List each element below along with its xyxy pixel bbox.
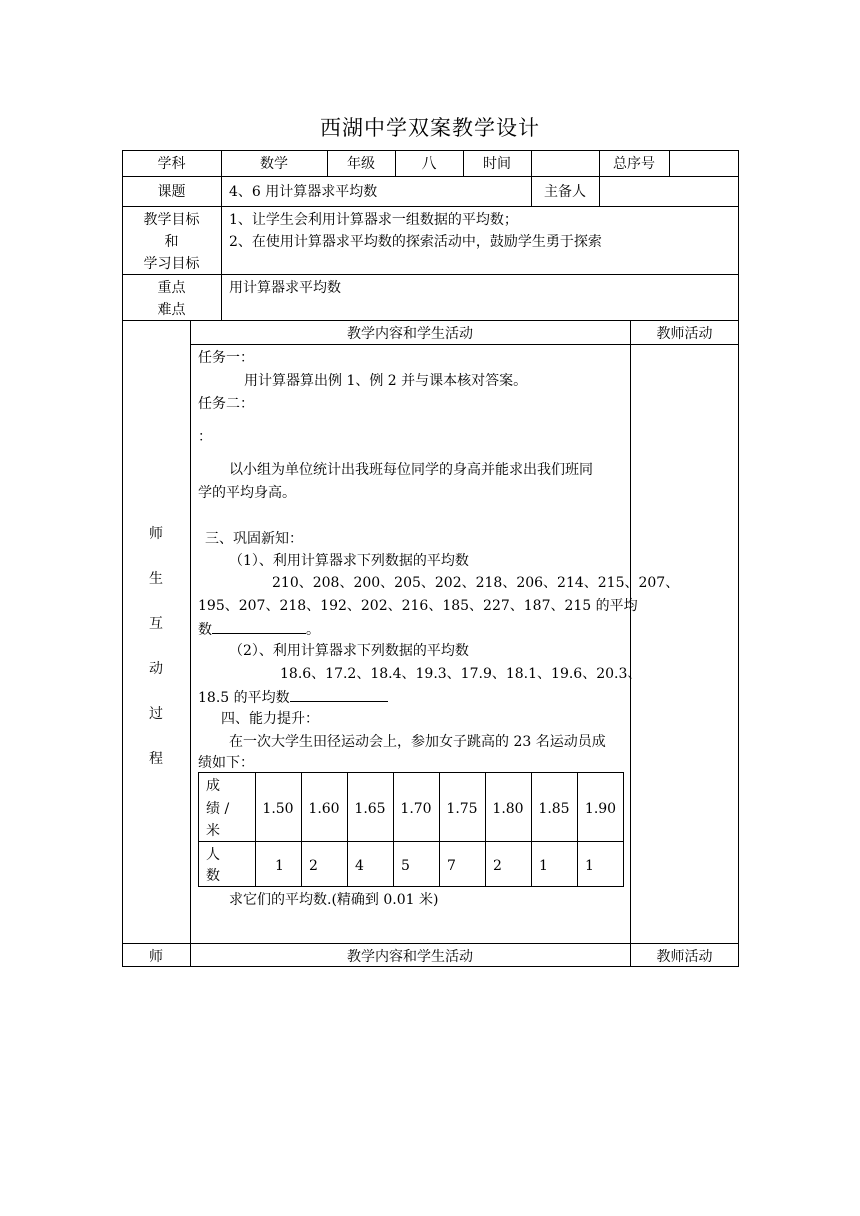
count-cell: 1 [585,858,594,874]
bottom-content-header: 教学内容和学生活动 [347,949,473,965]
page-title: 西湖中学双案教学设计 [320,116,540,140]
bottom-teacher-header: 教师活动 [656,949,713,965]
question-2-prefix: 18.5 的平均数 [198,690,290,706]
side-char-6: 程 [149,751,163,767]
question-2-answer-blank[interactable] [290,687,388,702]
score-cell: 1.85 [538,801,570,817]
task1-text: 用计算器算出例 1、例 2 并与课本核对答案。 [244,373,528,389]
count-cell: 4 [355,858,364,874]
question-1-title: （1）、利用计算器求下列数据的平均数 [229,553,469,569]
question-2-line-2 [198,687,388,708]
serial-label: 总序号 [613,156,655,172]
side-char-2: 生 [149,571,163,587]
question-1-line-3 [198,619,320,640]
question-2-title: （2）、利用计算器求下列数据的平均数 [229,643,469,659]
final-question: 求它们的平均数.(精确到 0.01 米) [229,892,439,908]
subject-value: 数学 [260,156,288,172]
task2-colon: ： [198,429,212,445]
grade-value: 八 [421,154,437,172]
goals-label-2: 和 [164,234,179,250]
goals-label-1: 教学目标 [143,212,200,228]
count-cell: 2 [309,858,318,874]
side-char-4: 动 [149,661,163,677]
score-cell: 1.50 [262,801,294,817]
count-row-label-b: 数 [206,868,220,884]
side-char-5: 过 [149,706,163,722]
teacher-column-header: 教师活动 [656,326,713,342]
count-cell: 2 [493,858,502,874]
side-char-3: 互 [149,616,163,632]
task1-title: 任务一： [198,350,254,366]
preparer-label: 主备人 [544,184,586,200]
section-3-heading: 三、巩固新知： [205,531,303,547]
score-row-label-c: 米 [206,823,220,839]
question-1-line-1: 210、208、200、205、202、218、206、214、215、207、 [272,575,680,591]
task2-line-2: 学的平均身高。 [198,485,296,501]
score-cell: 1.70 [400,801,432,817]
grade-label: 年级 [347,156,375,172]
subject-label: 学科 [157,156,186,172]
score-cell: 1.80 [492,801,524,817]
question-2-line-1: 18.6、17.2、18.4、19.3、17.9、18.1、19.6、20.3、 [280,666,642,682]
count-cell: 5 [401,858,410,874]
score-cell: 1.90 [584,801,617,817]
count-cell: 1 [539,858,548,874]
count-row-label-a: 人 [206,847,220,863]
goal-item-2: 2、在使用计算器求平均数的探索活动中，鼓励学生勇于探索 [229,234,602,250]
side-char-1: 师 [149,526,163,542]
question-1-end: 。 [306,622,320,638]
task2-line-1: 以小组为单位统计出我班每位同学的身高并能求出我们班同 [229,462,593,478]
score-table [198,772,624,887]
question-1-line-2: 195、207、218、192、202、216、185、227、187、215 的平均 [198,598,638,614]
problem-line-1: 在一次大学生田径运动会上，参加女子跳高的 23 名运动员成 [229,734,606,750]
keypoints-value: 用计算器求平均数 [229,280,341,296]
task2-title: 任务二： [198,396,254,412]
goal-item-1: 1、让学生会利用计算器求一组数据的平均数； [229,212,518,228]
score-cell: 1.65 [354,801,386,817]
problem-line-2: 绩如下： [198,755,254,771]
bottom-side-char: 师 [149,949,163,965]
content-column-header: 教学内容和学生活动 [347,326,473,342]
keypoints-label-1: 重点 [157,280,186,296]
count-cell: 7 [447,858,456,874]
score-row-label-b: 绩 / [206,801,230,817]
count-cell: 1 [275,858,284,874]
goals-label-3: 学习目标 [143,256,200,272]
time-label: 时间 [483,156,511,172]
question-1-answer-blank[interactable] [212,619,306,634]
section-4-heading: 四、能力提升： [221,711,319,727]
score-cell: 1.75 [446,801,478,817]
keypoints-label-2: 难点 [157,302,186,318]
topic-value: 4、6 用计算器求平均数 [229,184,378,200]
score-cell: 1.60 [308,801,340,817]
score-row-label-a: 成 [206,778,220,794]
question-1-prefix: 数 [198,622,212,638]
topic-label: 课题 [157,184,186,200]
